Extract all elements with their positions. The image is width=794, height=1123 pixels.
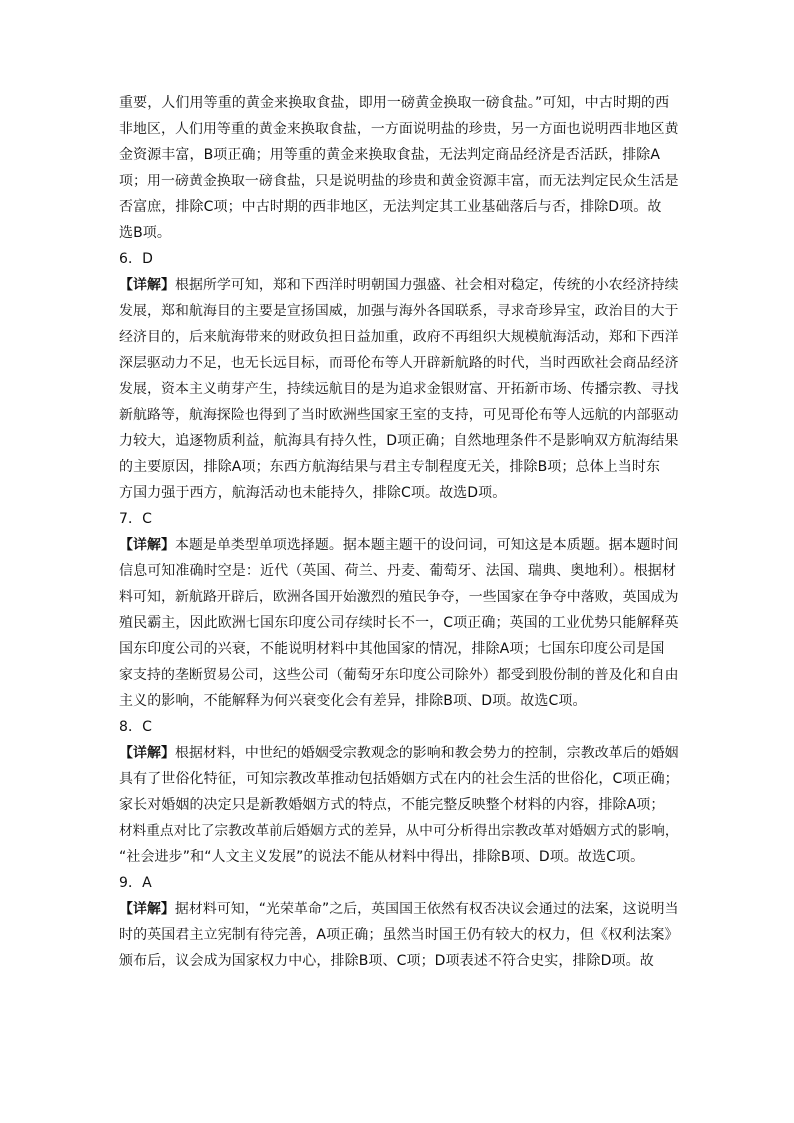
- question-6-answer: 6．D: [119, 251, 153, 267]
- text-line: 家支持的垄断贸易公司，这些公司（葡萄牙东印度公司除外）都受到股份制的普及化和自由: [119, 667, 679, 683]
- explanation-tag: 【详解】: [119, 901, 175, 917]
- text-line: 发展，资本主义萌芽产生，持续远航目的是为追求金银财富、开拓新市场、传播宗教、寻找: [119, 381, 679, 397]
- text-line: 家长对婚姻的决定只是新教婚姻方式的特点，不能完整反映整个材料的内容，排除A项；: [119, 797, 665, 813]
- text-line: “社会进步”和“人文主义发展”的说法不能从材料中得出，排除B项、D项。故选C项。: [119, 849, 645, 865]
- question-9-explanation-first-line: [119, 896, 679, 922]
- question-8-explanation-first-line: [119, 740, 679, 766]
- text-line: 信息可知准确时空是：近代（英国、荷兰、丹麦、葡萄牙、法国、瑞典、奥地利）。根据材: [119, 563, 676, 579]
- explanation-tag: 【详解】: [119, 277, 175, 293]
- text-line: 时的英国君主立宪制有待完善，A项正确；虽然当时国王仍有较大的权力，但《权利法案》: [119, 927, 679, 943]
- text-run: 根据所学可知，郑和下西洋时明朝国力强盛、社会相对稳定，传统的小农经济持续: [174, 277, 679, 293]
- question-8-answer: 8．C: [119, 719, 152, 735]
- text-line: 选B项。: [119, 225, 172, 241]
- text-line: 殖民霸主，因此欧洲七国东印度公司存续时长不一，C项正确；英国的工业优势只能解释英: [119, 615, 679, 631]
- text-line: 非地区，人们用等重的黄金来换取食盐，一方面说明盐的珍贵，另一方面也说明西非地区黄: [119, 121, 679, 137]
- question-7-answer: 7．C: [119, 511, 152, 527]
- question-6-explanation-first-line: [119, 272, 679, 298]
- text-run: 根据材料，中世纪的婚姻受宗教观念的影响和教会势力的控制，宗教改革后的婚姻: [174, 745, 679, 761]
- text-line: 否富庶，排除C项；中古时期的西非地区，无法判定其工业基础落后与否，排除D项。故: [119, 199, 662, 215]
- question-9-answer: 9．A: [119, 875, 152, 891]
- explanation-tag: 【详解】: [119, 745, 175, 761]
- text-line: 新航路等，航海探险也得到了当时欧洲些国家王室的支持，可见哥伦布等人远航的内部驱动: [119, 407, 679, 423]
- text-line: 材料重点对比了宗教改革前后婚姻方式的差异，从中可分析得出宗教改革对婚姻方式的影响，: [119, 823, 679, 839]
- answer-explanations-page: [119, 90, 679, 974]
- text-line: 的主要原因，排除A项；东西方航海结果与君主专制程度无关，排除B项；总体上当时东: [119, 459, 661, 475]
- text-line: 发展，郑和航海目的主要是宣扬国威，加强与海外各国联系，寻求奇珍异宝，政治目的大于: [119, 303, 679, 319]
- text-line: 料可知，新航路开辟后，欧洲各国开始激烈的殖民争夺，一些国家在争夺中落败，英国成为: [119, 589, 679, 605]
- text-line: 深层驱动力不足，也无长远目标，而哥伦布等人开辟新航路的时代，当时西欧社会商品经济: [119, 355, 679, 371]
- text-line: 主义的影响，不能解释为何兴衰变化会有差异，排除B项、D项。故选C项。: [119, 693, 587, 709]
- text-line: 具有了世俗化特征，可知宗教改革推动包括婚姻方式在内的社会生活的世俗化，C项正确；: [119, 771, 679, 787]
- text-line: 重要，人们用等重的黄金来换取食盐，即用一磅黄金换取一磅食盐。”可知，中古时期的西: [119, 95, 670, 111]
- text-run: 本题是单类型单项选择题。据本题主题干的设问词，可知这是本质题。据本题时间: [174, 537, 679, 553]
- text-run: 据材料可知，“光荣革命”之后，英国国王依然有权否决议会通过的法案，这说明当: [174, 901, 679, 917]
- text-line: 力较大，追逐物质利益，航海具有持久性，D项正确；自然地理条件不是影响双方航海结果: [119, 433, 679, 449]
- text-line: 颁布后，议会成为国家权力中心，排除B项、C项；D项表述不符合史实，排除D项。故: [119, 953, 654, 969]
- text-line: 金资源丰富，B项正确；用等重的黄金来换取食盐，无法判定商品经济是否活跃，排除A: [119, 147, 661, 163]
- explanation-tag: 【详解】: [119, 537, 175, 553]
- text-line: 方国力强于西方，航海活动也未能持久，排除C项。故选D项。: [119, 485, 507, 501]
- text-line: 项；用一磅黄金换取一磅食盐，只是说明盐的珍贵和黄金资源丰富，而无法判定民众生活是: [119, 173, 679, 189]
- text-line: 国东印度公司的兴衰，不能说明材料中其他国家的情况，排除A项；七国东印度公司是国: [119, 641, 665, 657]
- text-line: 经济目的，后来航海带来的财政负担日益加重，政府不再组织大规模航海活动，郑和下西洋: [119, 329, 679, 345]
- question-7-explanation-first-line: [119, 532, 679, 558]
